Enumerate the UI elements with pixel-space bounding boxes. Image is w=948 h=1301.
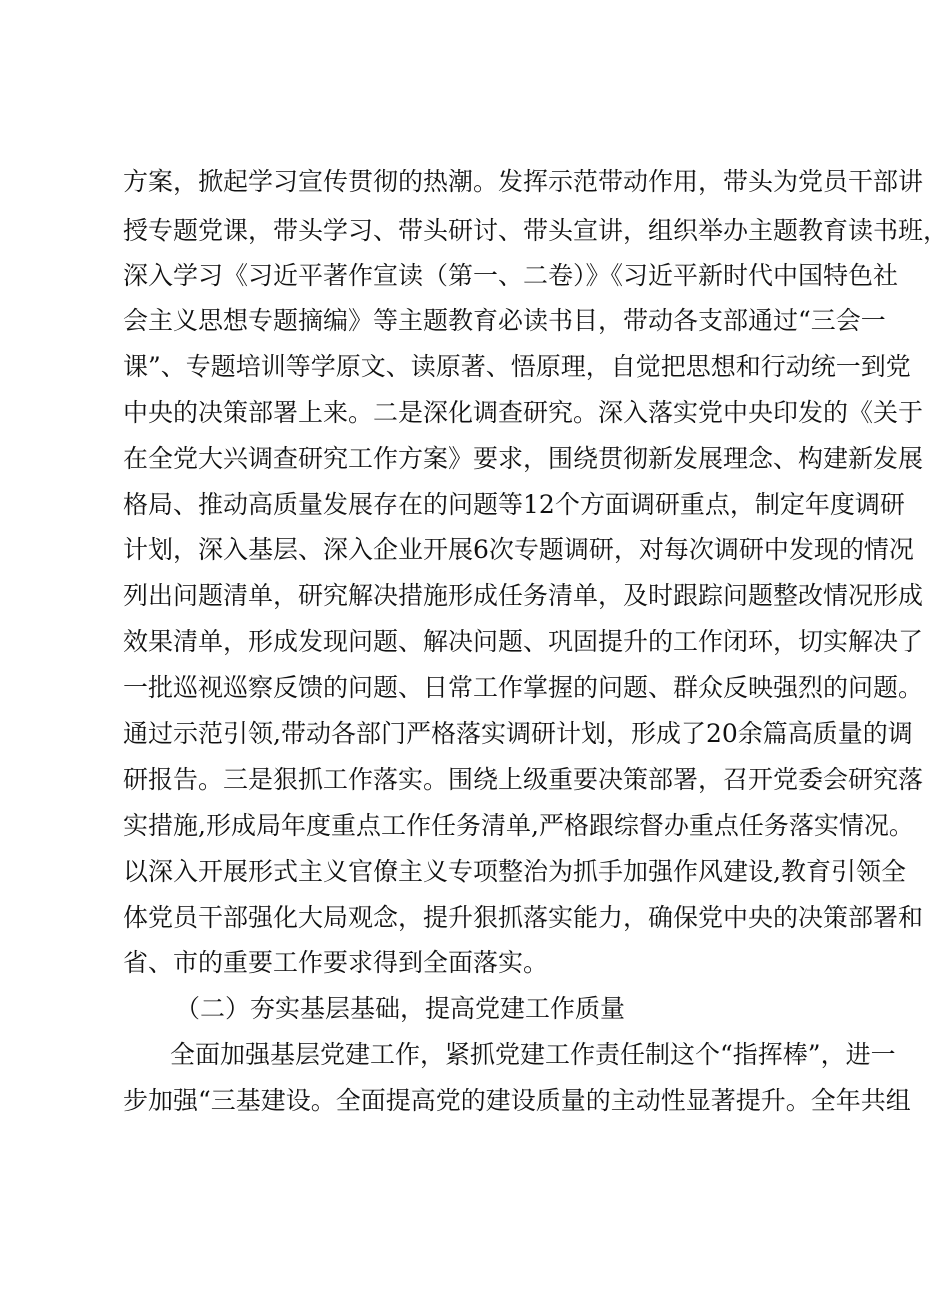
paragraph-line: 会主义思想专题摘编》等主题教育必读书目，带动各支部通过“三会一 [123, 306, 886, 335]
paragraph-line-last: 省、市的重要工作要求得到全面落实。 [123, 948, 549, 977]
paragraph-line: 深入学习《习近平著作宣读（第一、二卷）》《习近平新时代中国特色社 [123, 261, 899, 290]
paragraph-line: 格局、推动高质量发展存在的问题等12个方面调研重点，制定年度调研 [123, 490, 905, 519]
paragraph-line: 中央的决策部署上来。二是深化调查研究。深入落实党中央印发的《关于 [123, 398, 924, 427]
paragraph-line: 通过示范引领,带动各部门严格落实调研计划，形成了20余篇高质量的调 [123, 719, 913, 748]
paragraph-line: 列出问题清单，研究解决措施形成任务清单，及时跟踪问题整改情况形成 [123, 581, 924, 610]
paragraph-line: 效果清单，形成发现问题、解决问题、巩固提升的工作闭环，切实解决了 [123, 627, 924, 656]
paragraph-line: 课”、专题培训等学原文、读原著、悟原理，自觉把思想和行动统一到党 [123, 352, 911, 381]
paragraph-line: 实措施,形成局年度重点工作任务清单,严格跟综督办重点任务落实情况。 [123, 811, 914, 840]
paragraph-line-first: 全面加强基层党建工作，紧抓党建工作责任制这个“指挥棒”，进一 [170, 1040, 896, 1069]
paragraph-line: 在全党大兴调查研究工作方案》要求，围绕贯彻新发展理念、构建新发展 [123, 444, 924, 473]
paragraph-line: 研报告。三是狠抓工作落实。围绕上级重要决策部署，召开党委会研究落 [123, 765, 924, 794]
paragraph-line: 授专题党课，带头学习、带头研讨、带头宣讲，组织举办主题教育读书班， [123, 216, 948, 245]
paragraph-line: 步加强“三基建设。全面提高党的建设质量的主动性显著提升。全年共组 [123, 1086, 911, 1115]
paragraph-line: 一批巡视巡察反馈的问题、日常工作掌握的问题、群众反映强烈的问题。 [123, 673, 924, 702]
paragraph-line: 以深入开展形式主义官僚主义专项整治为抓手加强作风建设,教育引领全 [123, 857, 906, 886]
paragraph-line: 方案，掀起学习宣传贯彻的热潮。发挥示范带动作用，带头为党员干部讲 [123, 167, 924, 196]
section-heading: （二）夯实基层基础，提高党建工作质量 [175, 994, 626, 1023]
paragraph-line: 体党员干部强化大局观念，提升狠抓落实能力，确保党中央的决策部署和 [123, 903, 924, 932]
paragraph-line: 计划，深入基层、深入企业开展6次专题调研，对每次调研中发现的情况 [123, 535, 914, 564]
